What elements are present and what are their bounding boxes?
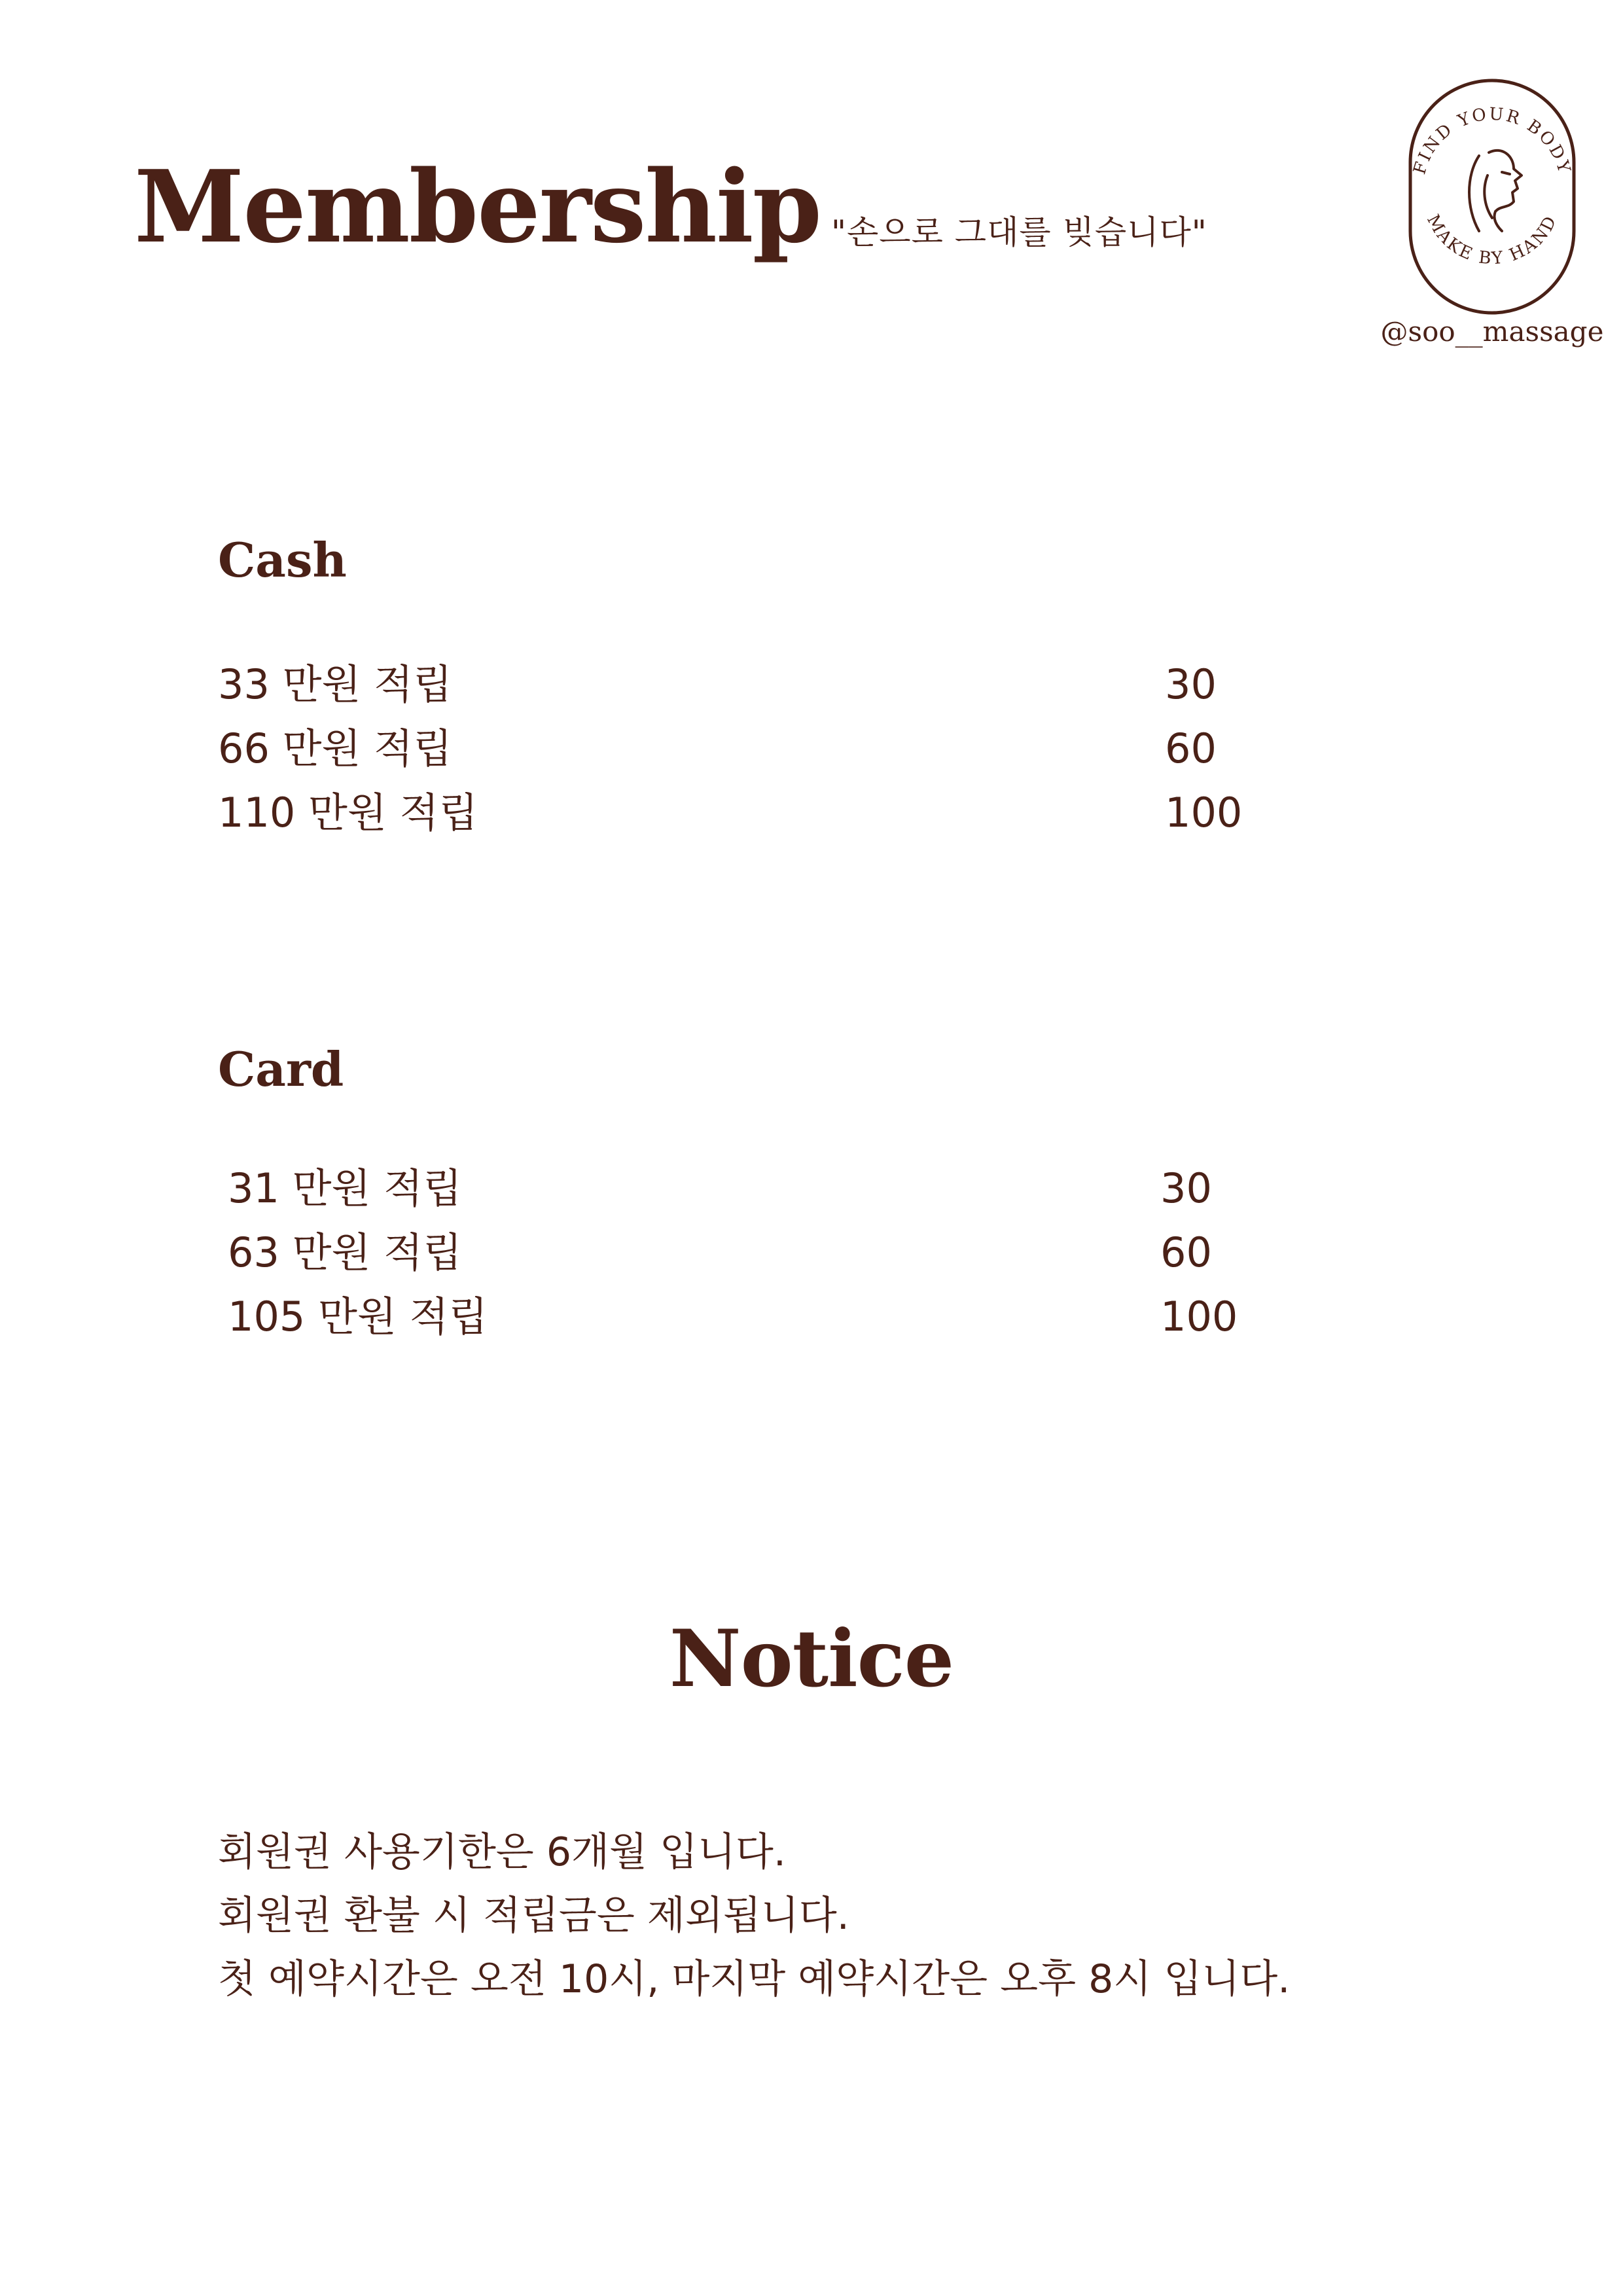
card-row-label: 63 만원 적립: [228, 1229, 462, 1276]
logo-text-top: FIND YOUR BODY: [1410, 104, 1575, 177]
cash-row-label: 110 만원 적립: [218, 789, 478, 836]
brand-logo: [1404, 77, 1580, 316]
cash-row-value: 30: [1165, 660, 1217, 708]
card-row-label: 31 만원 적립: [228, 1164, 462, 1212]
cash-section-title: Cash: [218, 532, 347, 588]
notice-line: 회원권 환불 시 적립금은 제외됩니다.: [218, 1893, 849, 1939]
logo-text-bottom: MAKE BY HAND: [1423, 211, 1561, 269]
notice-line: 회원권 사용기한은 6개월 입니다.: [218, 1829, 786, 1875]
card-row-value: 30: [1160, 1164, 1212, 1212]
card-row-value: 60: [1160, 1229, 1212, 1276]
svg-text:MAKE BY HAND: [1423, 211, 1561, 268]
instagram-handle: @soo__massage: [1380, 315, 1604, 348]
face-profile-line-art-icon: [1469, 151, 1522, 231]
notice-title: Notice: [669, 1613, 954, 1705]
cash-row-label: 66 만원 적립: [218, 725, 452, 772]
cash-row-label: 33 만원 적립: [218, 660, 452, 708]
page-title: Membership: [134, 148, 821, 265]
notice-line: 첫 예약시간은 오전 10시, 마지막 예약시간은 오후 8시 입니다.: [218, 1956, 1291, 2002]
card-row-label: 105 만원 적립: [228, 1293, 488, 1340]
tagline: "손으로 그대를 빚습니다": [831, 213, 1207, 251]
svg-text:FIND YOUR BODY: [1410, 104, 1574, 176]
card-section-title: Card: [218, 1041, 344, 1097]
card-row-value: 100: [1160, 1293, 1238, 1340]
cash-row-value: 60: [1165, 725, 1217, 772]
cash-row-value: 100: [1165, 789, 1243, 836]
